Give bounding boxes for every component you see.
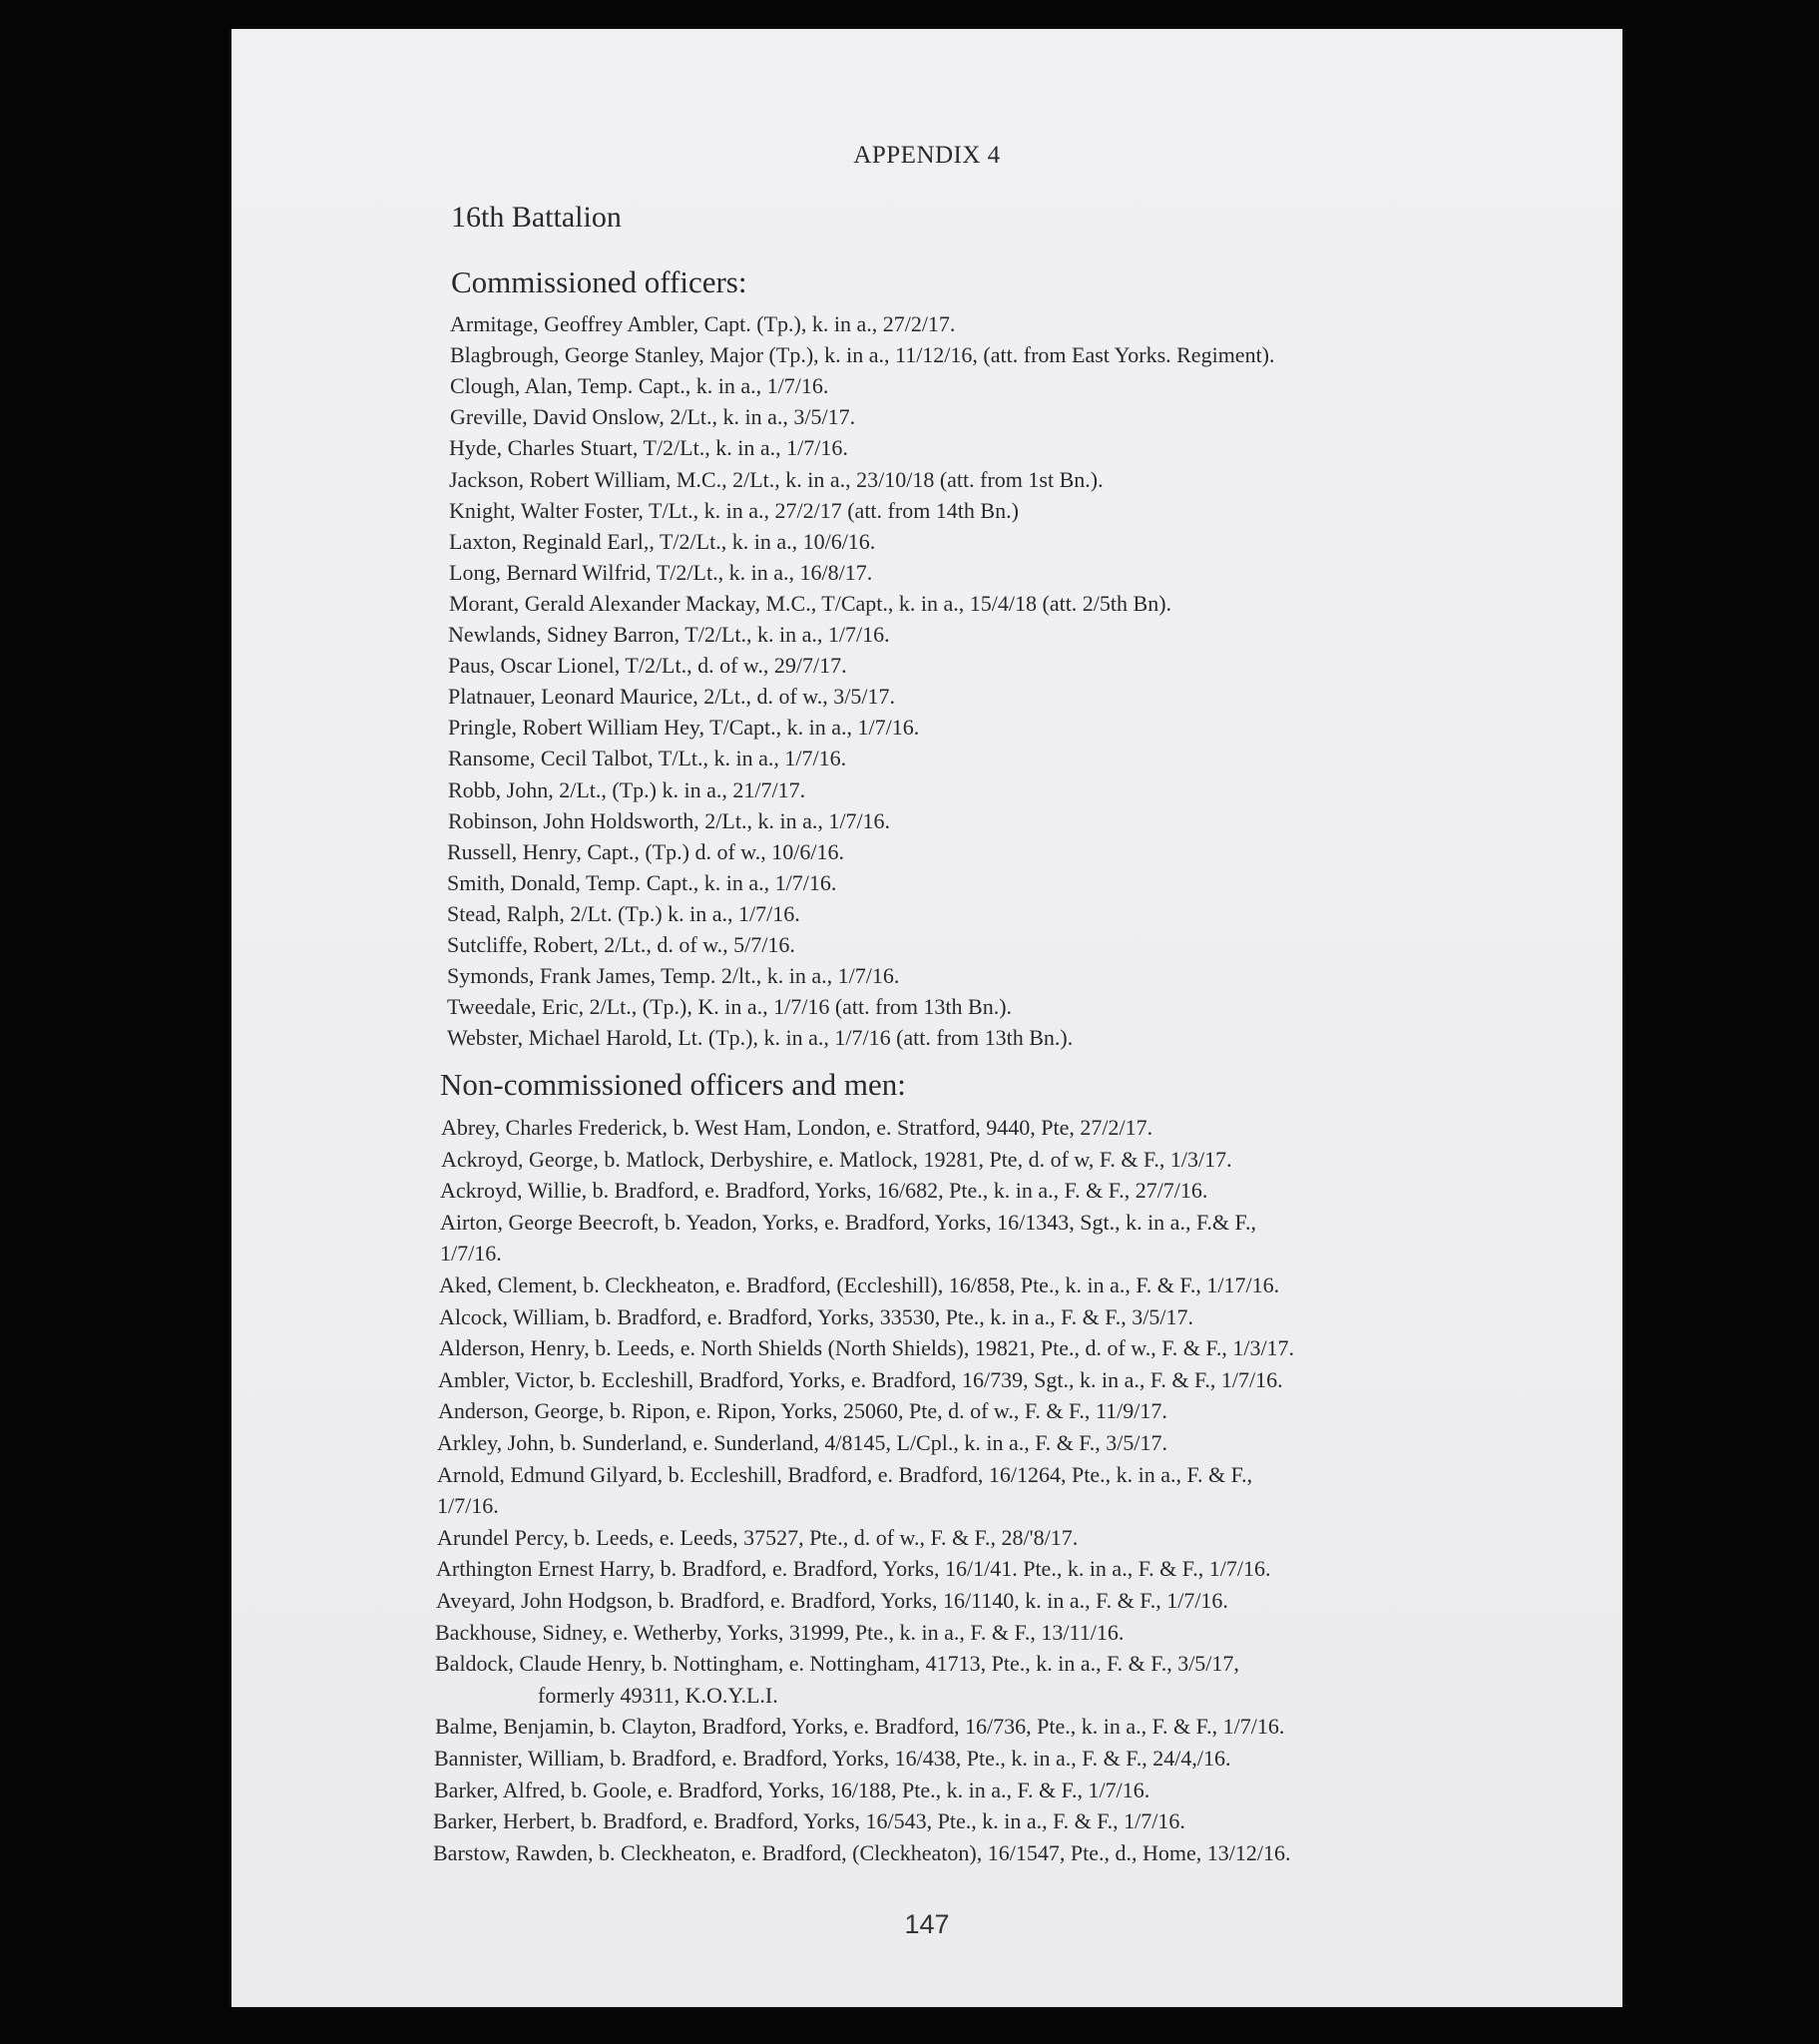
officer-entry: Platnauer, Leonard Maurice, 2/Lt., d. of w., 3/5/17.: [448, 684, 895, 710]
officer-entry: Clough, Alan, Temp. Capt., k. in a., 1/7/16.: [450, 373, 829, 399]
officer-entry: Jackson, Robert William, M.C., 2/Lt., k. in a., 23/10/18 (att. from 1st Bn.).: [449, 466, 1104, 492]
officer-entry: Robb, John, 2/Lt., (Tp.) k. in a., 21/7/17.: [448, 776, 806, 802]
page-number: 147: [904, 1909, 950, 1939]
soldier-entry: Ackroyd, George, b. Matlock, Derbyshire, e. Matlock, 19281, Pte, d. of w, F. & F., 1/3/17.: [441, 1146, 1232, 1172]
officer-entry: Hyde, Charles Stuart, T/2/Lt., k. in a., 1/7/16.: [449, 435, 848, 461]
soldier-entry: Backhouse, Sidney, e. Wetherby, Yorks, 31999, Pte., k. in a., F. & F., 13/11/16.: [435, 1619, 1125, 1645]
soldier-entry: Ambler, Victor, b. Eccleshill, Bradford, Yorks, e. Bradford, 16/739, Sgt., k. in a., F. & F., 1/7/16.: [438, 1366, 1283, 1392]
officer-entry: Ransome, Cecil Talbot, T/Lt., k. in a., 1/7/16.: [448, 746, 847, 771]
soldier-entry-continuation: formerly 49311, K.O.Y.L.I.: [538, 1682, 778, 1708]
soldier-entry: Arkley, John, b. Sunderland, e. Sunderland, 4/8145, L/Cpl., k. in a., F. & F., 3/5/17.: [437, 1430, 1168, 1455]
officer-entry: Russell, Henry, Capt., (Tp.) d. of w., 10/6/16.: [447, 838, 844, 864]
soldier-entry-continuation: 1/7/16.: [440, 1241, 502, 1267]
officer-entry: Stead, Ralph, 2/Lt. (Tp.) k. in a., 1/7/16.: [447, 900, 800, 926]
soldier-entry: Bannister, William, b. Bradford, e. Bradford, Yorks, 16/438, Pte., k. in a., F. & F., 24/4,/16.: [434, 1746, 1231, 1771]
soldier-entry: Barker, Alfred, b. Goole, e. Bradford, Yorks, 16/188, Pte., k. in a., F. & F., 1/7/16.: [434, 1777, 1150, 1802]
soldier-entry: Abrey, Charles Frederick, b. West Ham, London, e. Stratford, 9440, Pte, 27/2/17.: [441, 1115, 1153, 1140]
officers-heading: Commissioned officers:: [451, 264, 747, 299]
officer-entry: Tweedale, Eric, 2/Lt., (Tp.), K. in a., 1/7/16 (att. from 13th Bn.).: [447, 994, 1013, 1020]
soldier-entry: Arundel Percy, b. Leeds, e. Leeds, 37527, Pte., d. of w., F. & F., 28/'8/17.: [437, 1524, 1079, 1550]
battalion-heading: 16th Battalion: [451, 201, 622, 234]
officer-entry: Pringle, Robert William Hey, T/Capt., k. in a., 1/7/16.: [448, 715, 920, 741]
soldier-entry: Alderson, Henry, b. Leeds, e. North Shields (North Shields), 19821, Pte., d. of w., F. & F., 1/3/17.: [439, 1335, 1295, 1361]
officer-entry: Laxton, Reginald Earl,, T/2/Lt., k. in a., 10/6/16.: [449, 528, 876, 554]
officer-entry: Robinson, John Holdsworth, 2/Lt., k. in a., 1/7/16.: [448, 807, 891, 833]
officer-entry: Morant, Gerald Alexander Mackay, M.C., T/Capt., k. in a., 15/4/18 (att. 2/5th Bn).: [449, 590, 1172, 616]
soldier-entry: Arthington Ernest Harry, b. Bradford, e. Bradford, Yorks, 16/1/41. Pte., k. in a., F. & F., 1/7/16.: [436, 1556, 1271, 1582]
officer-entry: Blagbrough, George Stanley, Major (Tp.), k. in a., 11/12/16, (att. from East Yorks. Regiment).: [450, 342, 1275, 368]
soldier-entry: Alcock, William, b. Bradford, e. Bradford, Yorks, 33530, Pte., k. in a., F. & F., 3/5/17.: [439, 1303, 1193, 1329]
soldier-entry: Barker, Herbert, b. Bradford, e. Bradford, Yorks, 16/543, Pte., k. in a., F. & F., 1/7/16.: [433, 1808, 1185, 1834]
officer-entry: Greville, David Onslow, 2/Lt., k. in a., 3/5/17.: [450, 404, 856, 430]
officer-entry: Webster, Michael Harold, Lt. (Tp.), k. in a., 1/7/16 (att. from 13th Bn.).: [447, 1025, 1074, 1051]
soldier-entry: Airton, George Beecroft, b. Yeadon, Yorks, e. Bradford, Yorks, 16/1343, Sgt., k. in a., F.& F.,: [440, 1209, 1257, 1235]
officer-entry: Symonds, Frank James, Temp. 2/lt., k. in a., 1/7/16.: [447, 963, 900, 989]
soldier-entry: Balme, Benjamin, b. Clayton, Bradford, Yorks, e. Bradford, 16/736, Pte., k. in a., F. & F., 1/7/16.: [435, 1714, 1285, 1740]
appendix-title: APPENDIX 4: [853, 142, 1001, 169]
soldier-entry: Arnold, Edmund Gilyard, b. Eccleshill, Bradford, e. Bradford, 16/1264, Pte., k. in a., F. & F.,: [437, 1461, 1253, 1487]
soldier-entry: Aveyard, John Hodgson, b. Bradford, e. Bradford, Yorks, 16/1140, k. in a., F. & F., 1/7/16.: [436, 1588, 1228, 1613]
officer-entry: Sutcliffe, Robert, 2/Lt., d. of w., 5/7/16.: [447, 932, 795, 957]
document-page: [231, 29, 1622, 2007]
soldier-entry: Baldock, Claude Henry, b. Nottingham, e. Nottingham, 41713, Pte., k. in a., F. & F., 3/5/17,: [435, 1651, 1239, 1677]
soldier-entry: Aked, Clement, b. Cleckheaton, e. Bradford, (Eccleshill), 16/858, Pte., k. in a., F. & F., 1/17/16.: [439, 1273, 1280, 1297]
officer-entry: Paus, Oscar Lionel, T/2/Lt., d. of w., 29/7/17.: [448, 653, 847, 679]
soldier-entry-continuation: 1/7/16.: [437, 1493, 499, 1519]
men-heading: Non-commissioned officers and men:: [440, 1067, 906, 1102]
soldier-entry: Barstow, Rawden, b. Cleckheaton, e. Bradford, (Cleckheaton), 16/1547, Pte., d., Home, 13/12/16.: [433, 1839, 1291, 1865]
soldier-entry: Anderson, George, b. Ripon, e. Ripon, Yorks, 25060, Pte, d. of w., F. & F., 11/9/17.: [438, 1398, 1167, 1424]
officer-entry: Knight, Walter Foster, T/Lt., k. in a., 27/2/17 (att. from 14th Bn.): [449, 497, 1019, 523]
soldier-entry: Ackroyd, Willie, b. Bradford, e. Bradford, Yorks, 16/682, Pte., k. in a., F. & F., 27/7/16.: [440, 1178, 1208, 1204]
officer-entry: Long, Bernard Wilfrid, T/2/Lt., k. in a., 16/8/17.: [449, 559, 873, 585]
officer-entry: Newlands, Sidney Barron, T/2/Lt., k. in a., 1/7/16.: [448, 622, 890, 647]
officer-entry: Armitage, Geoffrey Ambler, Capt. (Tp.), k. in a., 27/2/17.: [450, 311, 956, 336]
officer-entry: Smith, Donald, Temp. Capt., k. in a., 1/7/16.: [447, 869, 837, 895]
